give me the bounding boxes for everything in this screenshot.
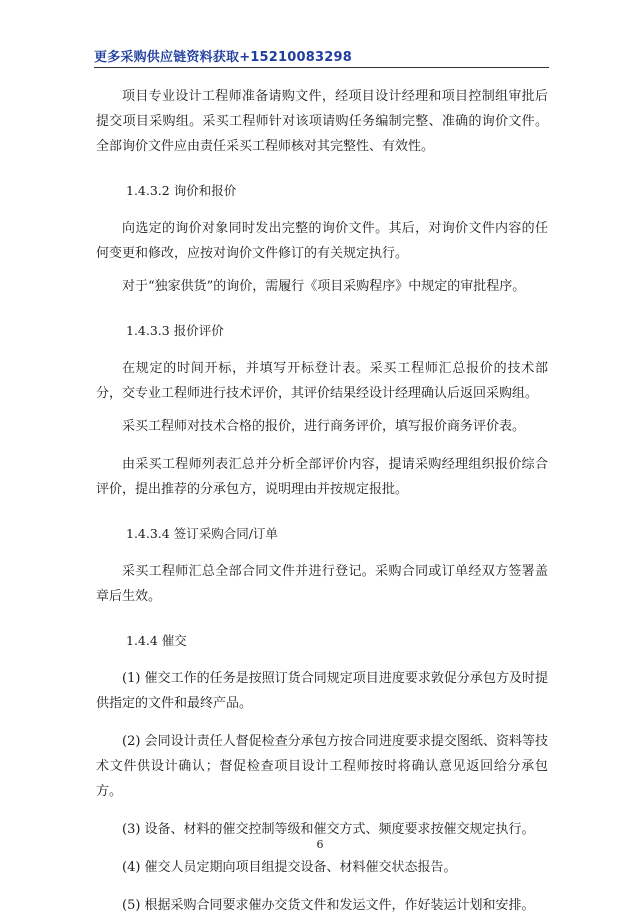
list-item: (2) 会同设计责任人督促检查分承包方按合同进度要求提交图纸、资料等技术文件供设计确认；督促检查项目设计工程师按时将确认意见返回给分承包方。 [96, 734, 548, 799]
section-heading: 1.4.3.2 询价和报价 [126, 183, 237, 198]
section-heading: 1.4.3.4 签订采购合同/订单 [126, 526, 278, 541]
section-heading: 1.4.3.3 报价评价 [126, 323, 224, 338]
list-item: (3) 设备、材料的催交控制等级和催交方式、频度要求按催交规定执行。 [122, 822, 535, 837]
paragraph: 由采买工程师列表汇总并分析全部评价内容，提请采购经理组织报价综合评价，提出推荐的分承包方，说明理由并按规定报批。 [96, 457, 548, 497]
paragraph: 采买工程师对技术合格的报价，进行商务评价，填写报价商务评价表。 [122, 419, 526, 434]
list-item: (1) 催交工作的任务是按照订货合同规定项目进度要求敦促分承包方及时提供指定的文件和最终产品。 [96, 671, 548, 711]
paragraph: 采买工程师汇总全部合同文件并进行登记。采购合同或订单经双方签署盖章后生效。 [96, 564, 548, 604]
page-number: 6 [316, 838, 324, 851]
paragraph: 项目专业设计工程师准备请购文件，经项目设计经理和项目控制组审批后提交项目采购组。采买工程师针对该项请购任务编制完整、准确的询价文件。全部询价文件应由责任采买工程师核对其完整性、有效性。 [96, 89, 548, 154]
page-header: 更多采购供应链资料获取+15210083298 [94, 50, 352, 65]
section-heading: 1.4.4 催交 [126, 633, 187, 648]
list-item: (4) 催交人员定期向项目组提交设备、材料催交状态报告。 [122, 860, 457, 875]
paragraph: 向选定的询价对象同时发出完整的询价文件。其后，对询价文件内容的任何变更和修改，应按对询价文件修订的有关规定执行。 [96, 221, 548, 261]
header-divider [94, 67, 549, 68]
paragraph: 在规定的时间开标，并填写开标登计表。采买工程师汇总报价的技术部分，交专业工程师进行技术评价，其评价结果经设计经理确认后返回采购组。 [96, 361, 548, 401]
list-item: (5) 根据采购合同要求催办交货文件和发运文件，作好装运计划和安排。 [122, 898, 535, 913]
paragraph: 对于“独家供货”的询价，需履行《项目采购程序》中规定的审批程序。 [122, 279, 526, 294]
document-body [96, 84, 548, 918]
